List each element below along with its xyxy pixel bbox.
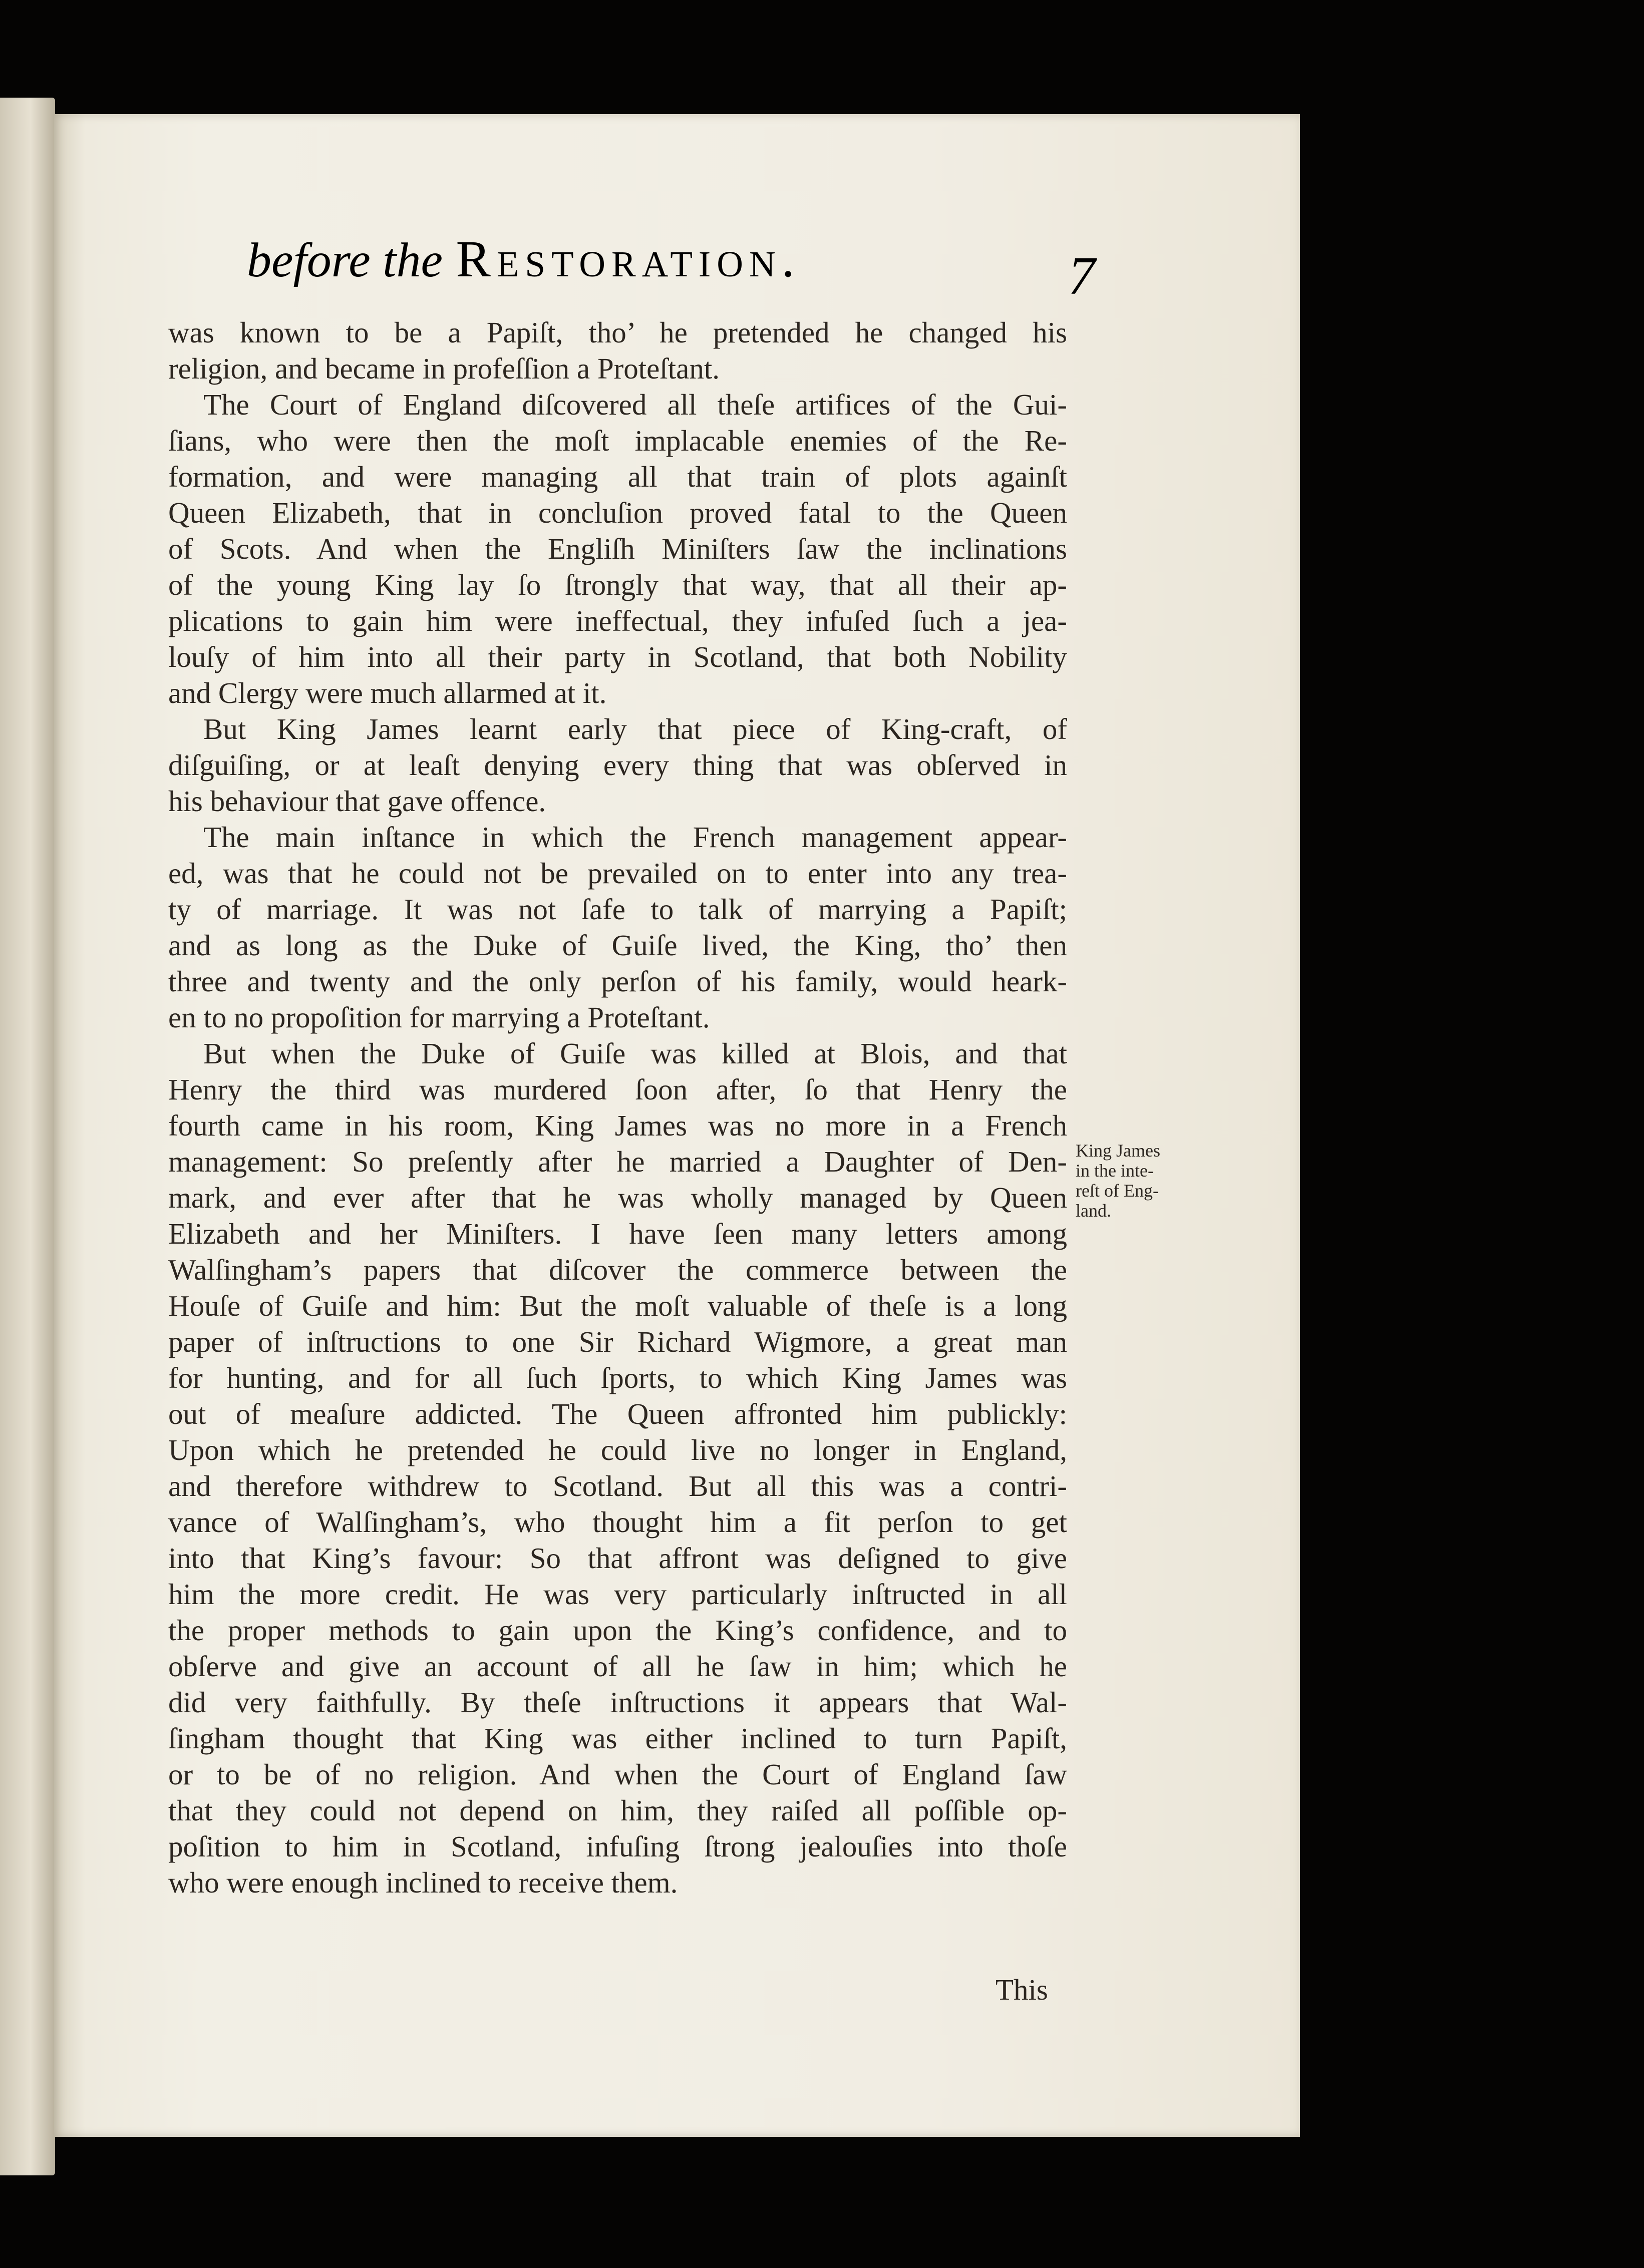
text-line: fourth came in his room, King James was no more in a French [168,1109,1067,1142]
text-line: him the more credit. He was very particularly inſtructed in all [168,1578,1067,1611]
text-line: ty of marriage. It was not ſafe to talk of marrying a Papiſt; [168,893,1067,926]
text-line: his behaviour that gave offence. [168,785,546,818]
body-text [168,314,1067,1901]
text-line: did very faithfully. By theſe inſtructions it appears that Wal- [168,1686,1067,1719]
running-head-caps: Restoration. [456,230,801,288]
catchword: This [996,1973,1048,2006]
text-line: poſition to him in Scotland, infuſing ſtrong jealouſies into thoſe [168,1830,1067,1863]
text-line: that they could not depend on him, they raiſed all poſſible op- [168,1794,1067,1827]
text-line: Houſe of Guiſe and him: But the moſt valuable of theſe is a long [168,1289,1067,1322]
margin-note-line: in the inte- [1076,1161,1154,1181]
text-line: Upon which he pretended he could live no longer in England, [168,1433,1067,1466]
text-line: But King James learnt early that piece of King-craft, of [203,712,1067,745]
text-line: three and twenty and the only perſon of his family, would heark- [168,965,1067,998]
text-line: The main inſtance in which the French management appear- [203,821,1067,854]
text-line: into that King’s favour: So that affront was deſigned to give [168,1542,1067,1575]
running-head-italic: before the [247,233,443,287]
text-line: ſingham thought that King was either inclined to turn Papiſt, [168,1722,1067,1755]
running-head-title [247,229,801,289]
text-line: formation, and were managing all that train of plots againſt [168,460,1067,493]
text-line: out of meaſure addicted. The Queen affronted him publickly: [168,1397,1067,1430]
margin-note-line: reſt of Eng- [1076,1181,1159,1201]
text-line: or to be of no religion. And when the Court of England ſaw [168,1758,1067,1791]
text-line: ſians, who were then the moſt implacable enemies of the Re- [168,424,1067,457]
text-line: Henry the third was murdered ſoon after, ſo that Henry the [168,1073,1067,1106]
text-line: paper of inſtructions to one Sir Richard Wigmore, a great man [168,1325,1067,1358]
text-line: was known to be a Papiſt, tho’ he pretended he changed his [168,316,1067,349]
text-line: diſguiſing, or at leaſt denying every thing that was obſerved in [168,748,1067,782]
text-line: of the young King lay ſo ſtrongly that way, that all their ap- [168,568,1067,601]
text-line: plications to gain him were ineffectual, they infuſed ſuch a jea- [168,604,1067,637]
text-line: and therefore withdrew to Scotland. But all this was a contri- [168,1469,1067,1502]
text-line: vance of Walſingham’s, who thought him a fit perſon to get [168,1505,1067,1539]
text-line: and Clergy were much allarmed at it. [168,676,607,709]
text-line: But when the Duke of Guiſe was killed at Blois, and that [203,1037,1067,1070]
text-line: who were enough inclined to receive them. [168,1866,678,1899]
text-line: louſy of him into all their party in Scotland, that both Nobility [168,640,1067,673]
margin-note [1076,1141,1191,1221]
margin-note-line: King James [1076,1141,1160,1161]
page-number: 7 [1068,246,1095,306]
text-line: mark, and ever after that he was wholly managed by Queen [168,1181,1067,1214]
text-line: religion, and became in profeſſion a Proteſtant. [168,352,720,385]
margin-note-line: land. [1076,1201,1111,1221]
text-line: en to no propoſition for marrying a Proteſtant. [168,1001,710,1034]
text-line: for hunting, and for all ſuch ſports, to which King James was [168,1361,1067,1394]
text-line: and as long as the Duke of Guiſe lived, the King, tho’ then [168,929,1067,962]
text-line: The Court of England diſcovered all theſe artifices of the Gui- [203,388,1067,421]
text-line: Queen Elizabeth, that in concluſion proved fatal to the Queen [168,496,1067,529]
text-line: management: So preſently after he married a Daughter of Den- [168,1145,1067,1178]
text-line: Walſingham’s papers that diſcover the commerce between the [168,1253,1067,1286]
text-line: the proper methods to gain upon the King’s confidence, and to [168,1614,1067,1647]
book-page [54,114,1300,2137]
facing-page-edge [0,98,55,2175]
text-line: Elizabeth and her Miniſters. I have ſeen many letters among [168,1217,1067,1250]
text-line: ed, was that he could not be prevailed on to enter into any trea- [168,857,1067,890]
text-line: obſerve and give an account of all he ſaw in him; which he [168,1650,1067,1683]
text-line: of Scots. And when the Engliſh Miniſters ſaw the inclinations [168,532,1067,565]
